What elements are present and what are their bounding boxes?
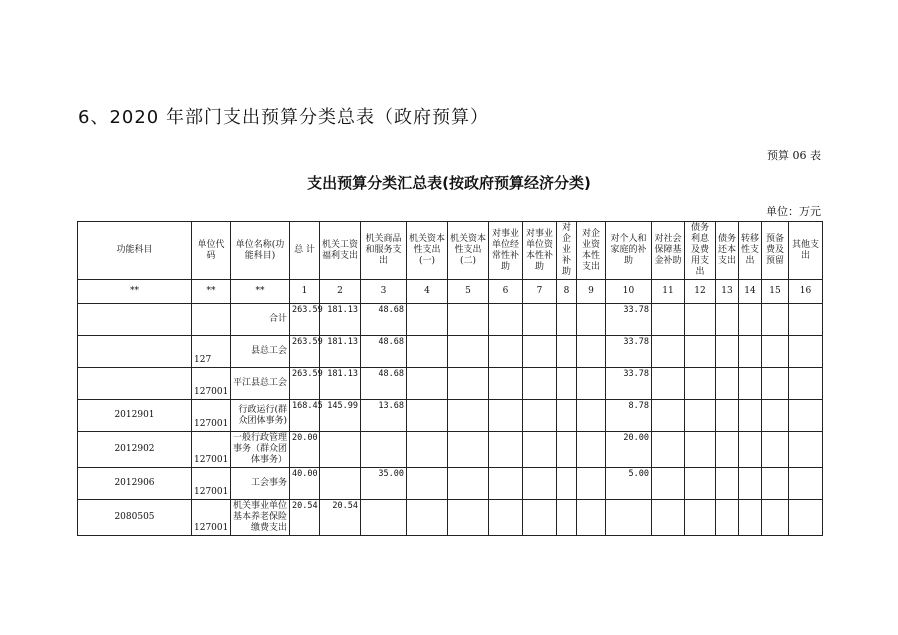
table-row [78,468,823,500]
amount-cell [557,500,577,536]
func-code-cell: 2012906 [78,468,192,500]
index-cell: 15 [762,280,789,304]
amount-cell [320,468,361,500]
amount-cell [789,336,823,368]
amount-cell [489,500,523,536]
amount-cell [448,368,489,400]
amount-cell [739,500,762,536]
col-14: 预备费及预留 [762,222,789,280]
amount-cell: 33.78 [606,336,652,368]
index-cell: 12 [685,280,716,304]
index-cell: 11 [652,280,685,304]
func-code-cell: 2012901 [78,400,192,432]
amount-cell [789,400,823,432]
unit-label: 单位：万元 [766,205,821,218]
amount-cell [577,304,606,336]
unit-name-cell: 行政运行(群众团体事务) [231,400,290,432]
index-cell: 2 [320,280,361,304]
table-row [78,336,823,368]
amount-cell [557,368,577,400]
total-cell: 168.45 [290,400,320,432]
amount-cell: 48.68 [361,336,407,368]
index-row [78,280,823,304]
amount-cell [716,468,739,500]
amount-cell: 48.68 [361,304,407,336]
col-name: 单位名称(功能科目) [231,222,290,280]
amount-cell: 35.00 [361,468,407,500]
amount-cell [489,400,523,432]
amount-cell [739,336,762,368]
unit-name-cell: 县总工会 [231,336,290,368]
amount-cell [652,468,685,500]
unit-code-cell: 127001 [192,500,231,536]
amount-cell [489,304,523,336]
amount-cell [407,304,448,336]
amount-cell [407,500,448,536]
func-code-cell: 2012902 [78,432,192,468]
amount-cell [739,304,762,336]
amount-cell [685,368,716,400]
table-body [78,304,823,536]
amount-cell [652,432,685,468]
amount-cell [577,400,606,432]
amount-cell [448,432,489,468]
amount-cell: 181.13 [320,336,361,368]
amount-cell [523,368,557,400]
amount-cell [577,500,606,536]
amount-cell [716,336,739,368]
total-cell: 40.00 [290,468,320,500]
col-6: 对事业单位资本性补助 [523,222,557,280]
amount-cell [448,468,489,500]
unit-name-cell: 机关事业单位基本养老保险缴费支出 [231,500,290,536]
amount-cell: 13.68 [361,400,407,432]
index-cell: 13 [716,280,739,304]
func-code-cell [78,336,192,368]
amount-cell [685,468,716,500]
amount-cell [652,304,685,336]
amount-cell [361,432,407,468]
total-cell: 20.00 [290,432,320,468]
amount-cell [716,368,739,400]
unit-name-cell: 平江县总工会 [231,368,290,400]
amount-cell [577,468,606,500]
table-title: 支出预算分类汇总表(按政府预算经济分类) [307,174,591,192]
amount-cell [762,468,789,500]
amount-cell [523,500,557,536]
col-4: 机关资本性支出(二) [448,222,489,280]
amount-cell [789,500,823,536]
total-cell: 263.59 [290,336,320,368]
amount-cell [489,336,523,368]
index-cell: 8 [557,280,577,304]
amount-cell [685,432,716,468]
budget-table [77,221,823,536]
amount-cell: 181.13 [320,368,361,400]
index-cell: 6 [489,280,523,304]
amount-cell [789,468,823,500]
amount-cell [739,400,762,432]
col-11: 债务利息及费用支出 [685,222,716,280]
total-cell: 263.59 [290,304,320,336]
amount-cell [762,400,789,432]
index-cell: 4 [407,280,448,304]
amount-cell [685,500,716,536]
amount-cell [523,468,557,500]
amount-cell [448,500,489,536]
index-cell: 16 [789,280,823,304]
index-cell: 7 [523,280,557,304]
func-code-cell [78,368,192,400]
index-cell: 14 [739,280,762,304]
col-func: 功能科目 [78,222,192,280]
amount-cell: 33.78 [606,368,652,400]
index-cell: ** [231,280,290,304]
unit-name-cell: 工会事务 [231,468,290,500]
unit-code-cell: 127001 [192,368,231,400]
amount-cell: 20.54 [320,500,361,536]
amount-cell [739,468,762,500]
unit-code-cell: 127 [192,336,231,368]
amount-cell [685,400,716,432]
index-cell: ** [192,280,231,304]
func-code-cell: 2080505 [78,500,192,536]
amount-cell [789,304,823,336]
amount-cell [523,432,557,468]
header-row [78,222,823,280]
amount-cell [407,400,448,432]
amount-cell [716,400,739,432]
amount-cell [762,432,789,468]
amount-cell [557,432,577,468]
index-cell: 9 [577,280,606,304]
amount-cell [407,432,448,468]
unit-code-cell: 127001 [192,468,231,500]
table-row [78,432,823,468]
col-10: 对社会保障基金补助 [652,222,685,280]
amount-cell: 8.78 [606,400,652,432]
amount-cell [685,304,716,336]
amount-cell [489,468,523,500]
amount-cell [739,432,762,468]
col-9: 对个人和家庭的补助 [606,222,652,280]
amount-cell [407,468,448,500]
amount-cell [489,368,523,400]
amount-cell [523,336,557,368]
unit-name-cell: 合计 [231,304,290,336]
amount-cell [652,336,685,368]
amount-cell: 5.00 [606,468,652,500]
amount-cell [557,468,577,500]
unit-name-cell: 一般行政管理事务（群众团体事务） [231,432,290,468]
amount-cell [577,368,606,400]
amount-cell [407,336,448,368]
col-2: 机关商品和服务支出 [361,222,407,280]
amount-cell [789,432,823,468]
amount-cell [489,432,523,468]
col-15: 其他支出 [789,222,823,280]
amount-cell [320,432,361,468]
amount-cell [557,336,577,368]
col-5: 对事业单位经常性补助 [489,222,523,280]
col-3: 机关资本性支出(一) [407,222,448,280]
unit-code-cell: 127001 [192,432,231,468]
table-row [78,368,823,400]
amount-cell [557,400,577,432]
amount-cell [577,432,606,468]
amount-cell: 181.13 [320,304,361,336]
amount-cell: 145.99 [320,400,361,432]
table-row [78,500,823,536]
table-row [78,304,823,336]
table-row [78,400,823,432]
table-number: 预算 06 表 [767,149,821,162]
amount-cell: 48.68 [361,368,407,400]
unit-code-cell [192,304,231,336]
amount-cell [652,500,685,536]
amount-cell [361,500,407,536]
func-code-cell [78,304,192,336]
col-7: 对企业补助 [557,222,577,280]
amount-cell [448,336,489,368]
amount-cell [652,400,685,432]
document-heading: 6、2020 年部门支出预算分类总表（政府预算） [78,107,489,128]
col-1: 机关工资福利支出 [320,222,361,280]
amount-cell [762,368,789,400]
amount-cell [448,400,489,432]
total-cell: 20.54 [290,500,320,536]
amount-cell [557,304,577,336]
amount-cell: 20.00 [606,432,652,468]
col-8: 对企业资本性支出 [577,222,606,280]
amount-cell [716,500,739,536]
amount-cell [606,500,652,536]
index-cell: 3 [361,280,407,304]
index-cell: 1 [290,280,320,304]
amount-cell [716,432,739,468]
amount-cell [577,336,606,368]
col-code: 单位代码 [192,222,231,280]
col-total: 总 计 [290,222,320,280]
amount-cell [523,304,557,336]
amount-cell [762,304,789,336]
amount-cell [448,304,489,336]
amount-cell [762,336,789,368]
col-12: 债务还本支出 [716,222,739,280]
index-cell: 5 [448,280,489,304]
amount-cell [789,368,823,400]
amount-cell [685,336,716,368]
amount-cell: 33.78 [606,304,652,336]
amount-cell [739,368,762,400]
total-cell: 263.59 [290,368,320,400]
amount-cell [716,304,739,336]
col-13: 转移性支出 [739,222,762,280]
amount-cell [523,400,557,432]
index-cell: 10 [606,280,652,304]
amount-cell [762,500,789,536]
index-cell: ** [78,280,192,304]
amount-cell [407,368,448,400]
unit-code-cell: 127001 [192,400,231,432]
amount-cell [652,368,685,400]
